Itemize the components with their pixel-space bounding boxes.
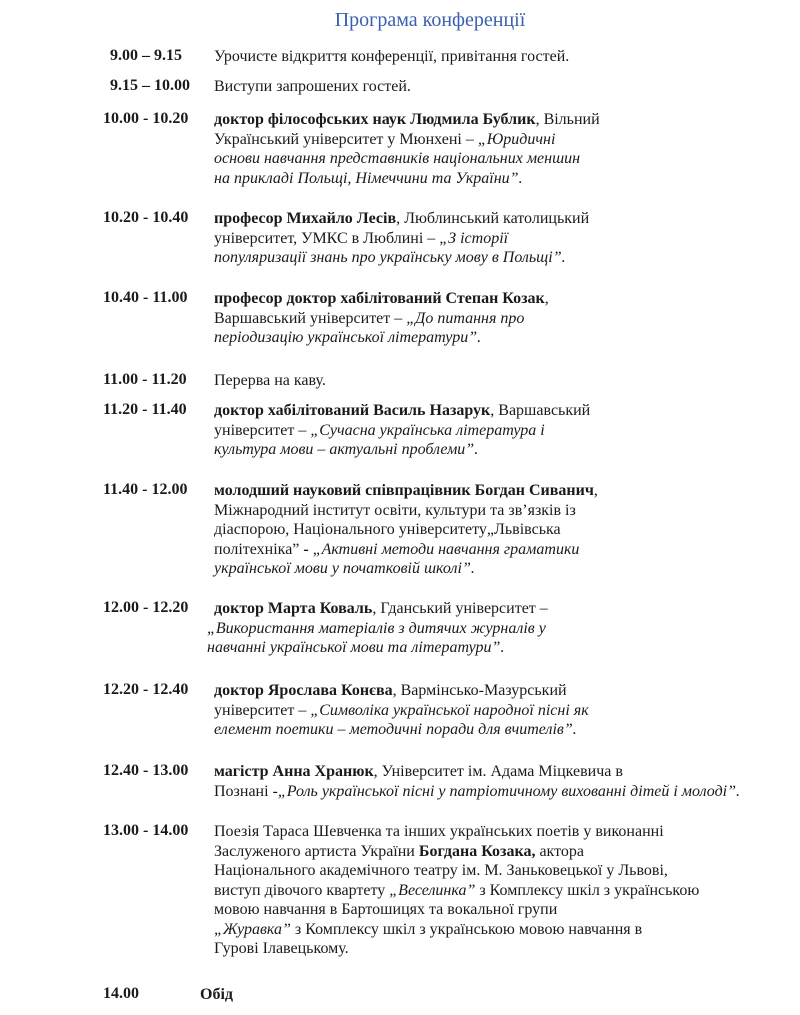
italic-text: основи навчання представників національних меншин <box>214 150 581 167</box>
description-line <box>214 289 549 309</box>
description-line <box>214 110 600 130</box>
text: мовою навчання в Бартошицях та вокальної групи <box>214 901 558 918</box>
time-slot: 9.00 – 9.15 <box>110 47 182 64</box>
text: виступ дівочого квартету <box>214 881 390 899</box>
text: Урочисте відкриття конференції, привітання гостей. <box>214 48 570 65</box>
italic-text: культура мови – актуальні проблеми”. <box>214 441 479 458</box>
italic-text: „Використання матеріалів з дитячих журналів у <box>207 619 546 637</box>
text: Заслуженого артиста України <box>214 842 419 860</box>
italic-text: української мови у початковій школі”. <box>214 560 475 577</box>
description-line <box>214 520 598 540</box>
entry-description <box>193 985 233 1005</box>
description-line <box>214 681 589 701</box>
text: Національного академічного театру ім. М. Заньковецької у Львові, <box>214 862 668 879</box>
entry-description <box>214 110 600 188</box>
description-line <box>214 209 589 229</box>
time-slot: 14.00 <box>103 985 139 1002</box>
text: діаспорою, Національного університету„Львівська <box>214 521 561 538</box>
text: Український університет у Мюнхені – <box>214 130 478 148</box>
bold-text: доктор Ярослава Конєва <box>214 682 393 699</box>
description-line <box>214 881 699 901</box>
italic-text: „Символіка української народної пісні як <box>310 701 589 719</box>
entry-description <box>214 289 549 348</box>
description-line <box>214 77 411 97</box>
description-line <box>214 701 589 721</box>
italic-text: „До питання про <box>406 309 525 327</box>
text: , Університет ім. Адама Міцкевича в <box>373 763 623 780</box>
text: Варшавський університет – <box>214 309 407 327</box>
text: , Гданський університет – <box>372 600 548 617</box>
italic-text: популяризації знань про українську мову в Польщі”. <box>214 249 566 266</box>
description-line <box>214 920 699 940</box>
text: з Комплексу шкіл з українською мовою навчання в <box>290 920 643 938</box>
italic-text: „Веселинка” <box>389 881 476 899</box>
text: , Люблинський католицький <box>396 210 590 227</box>
text: , <box>544 290 549 307</box>
description-line <box>214 842 699 862</box>
italic-text: елемент поетики – методичні поради для вчителів”. <box>214 721 577 738</box>
entry-description <box>214 681 589 740</box>
text: з Комплексу шкіл з українською <box>475 881 700 899</box>
entry-description <box>214 47 569 67</box>
description-line <box>214 540 598 560</box>
text: Познані - <box>214 782 278 800</box>
description-line <box>214 169 600 189</box>
bold-text: професор доктор хабілітований Степан Козак <box>214 290 545 307</box>
text: , Вільний <box>535 111 600 128</box>
entry-description <box>214 481 598 579</box>
text: Поезія Тараса Шевченка та інших українських поетів у виконанні <box>214 823 664 840</box>
entry-description <box>214 401 590 460</box>
entry-description <box>214 77 411 97</box>
text: актора <box>535 842 584 860</box>
italic-text: „Юридичні <box>477 130 556 148</box>
description-line <box>193 985 233 1005</box>
text: Виступи запрошених гостей. <box>214 78 411 95</box>
italic-text: на прикладі Польщі, Німеччини та України”. <box>214 169 523 187</box>
bold-text: Богдана Козака, <box>418 842 536 860</box>
bold-text: Обід <box>200 986 233 1003</box>
description-line <box>207 619 548 639</box>
time-slot: 11.20 - 11.40 <box>103 401 187 418</box>
bold-text: доктор Марта Коваль <box>214 600 373 617</box>
description-line <box>214 939 699 959</box>
description-line <box>214 149 600 169</box>
text: університет – <box>214 421 311 439</box>
time-slot: 10.00 - 10.20 <box>103 110 189 127</box>
description-line <box>214 501 598 521</box>
text: Міжнародний інститут освіти, культури та зв’язків із <box>214 501 576 519</box>
description-line <box>214 229 589 249</box>
time-slot: 13.00 - 14.00 <box>103 822 189 839</box>
text: університет, УМКС в Люблині – <box>214 229 440 247</box>
italic-text: „Роль української пісні у патріотичному вихованні дітей і молоді”. <box>277 782 741 800</box>
description-line <box>214 47 569 67</box>
description-line <box>214 782 740 802</box>
description-line <box>207 638 548 658</box>
description-line <box>214 130 600 150</box>
description-line <box>207 599 548 619</box>
description-line <box>214 248 589 268</box>
text: , <box>593 482 598 499</box>
time-slot: 11.00 - 11.20 <box>103 371 187 388</box>
page-title: Програма конференції <box>334 9 526 31</box>
bold-text: магістр Анна Хранюк <box>214 763 374 780</box>
text: політехніка” <box>214 540 304 558</box>
description-line <box>214 328 549 348</box>
time-slot: 12.40 - 13.00 <box>103 762 189 779</box>
entry-description <box>214 209 589 268</box>
description-line <box>214 861 699 881</box>
description-line <box>214 440 590 460</box>
entry-description <box>214 822 699 959</box>
description-line <box>214 371 326 391</box>
text: Гурові Ілавецькому. <box>214 940 349 957</box>
text: , Вармінсько-Мазурський <box>392 682 567 699</box>
italic-text: навчанні української мови та літератури”. <box>207 639 505 656</box>
description-line <box>214 421 590 441</box>
bold-text: - <box>303 540 313 558</box>
entry-description <box>214 371 326 391</box>
italic-text: „Активні методи навчання граматики <box>312 540 580 558</box>
bold-text: професор Михайло Лесів <box>214 210 397 227</box>
time-slot: 12.20 - 12.40 <box>103 681 189 698</box>
text: Перерва на каву. <box>214 372 326 389</box>
bold-text: доктор філософських наук Людмила Бублик <box>214 111 536 128</box>
bold-text: молодший науковий співпрацівник Богдан Сиванич <box>214 482 594 499</box>
description-line <box>214 900 699 920</box>
time-slot: 9.15 – 10.00 <box>110 77 190 94</box>
description-line <box>214 720 589 740</box>
italic-text: „Журавка” <box>214 920 291 938</box>
time-slot: 12.00 - 12.20 <box>103 599 189 616</box>
text: , Варшавський <box>490 402 591 419</box>
time-slot: 10.20 - 10.40 <box>103 209 189 226</box>
description-line <box>214 309 549 329</box>
time-slot: 11.40 - 12.00 <box>103 481 188 498</box>
description-line <box>214 401 590 421</box>
italic-text: „З історії <box>439 229 509 247</box>
description-line <box>214 559 598 579</box>
time-slot: 10.40 - 11.00 <box>103 289 188 306</box>
italic-text: періодизацію української літератури”. <box>214 329 482 346</box>
entry-description <box>207 599 548 658</box>
description-line <box>214 822 699 842</box>
italic-text: „Сучасна українська література і <box>310 421 545 439</box>
description-line <box>214 762 740 782</box>
description-line <box>214 481 598 501</box>
entry-description <box>214 762 740 801</box>
bold-text: доктор хабілітований Василь Назарук <box>214 402 491 419</box>
text: університет – <box>214 701 311 719</box>
